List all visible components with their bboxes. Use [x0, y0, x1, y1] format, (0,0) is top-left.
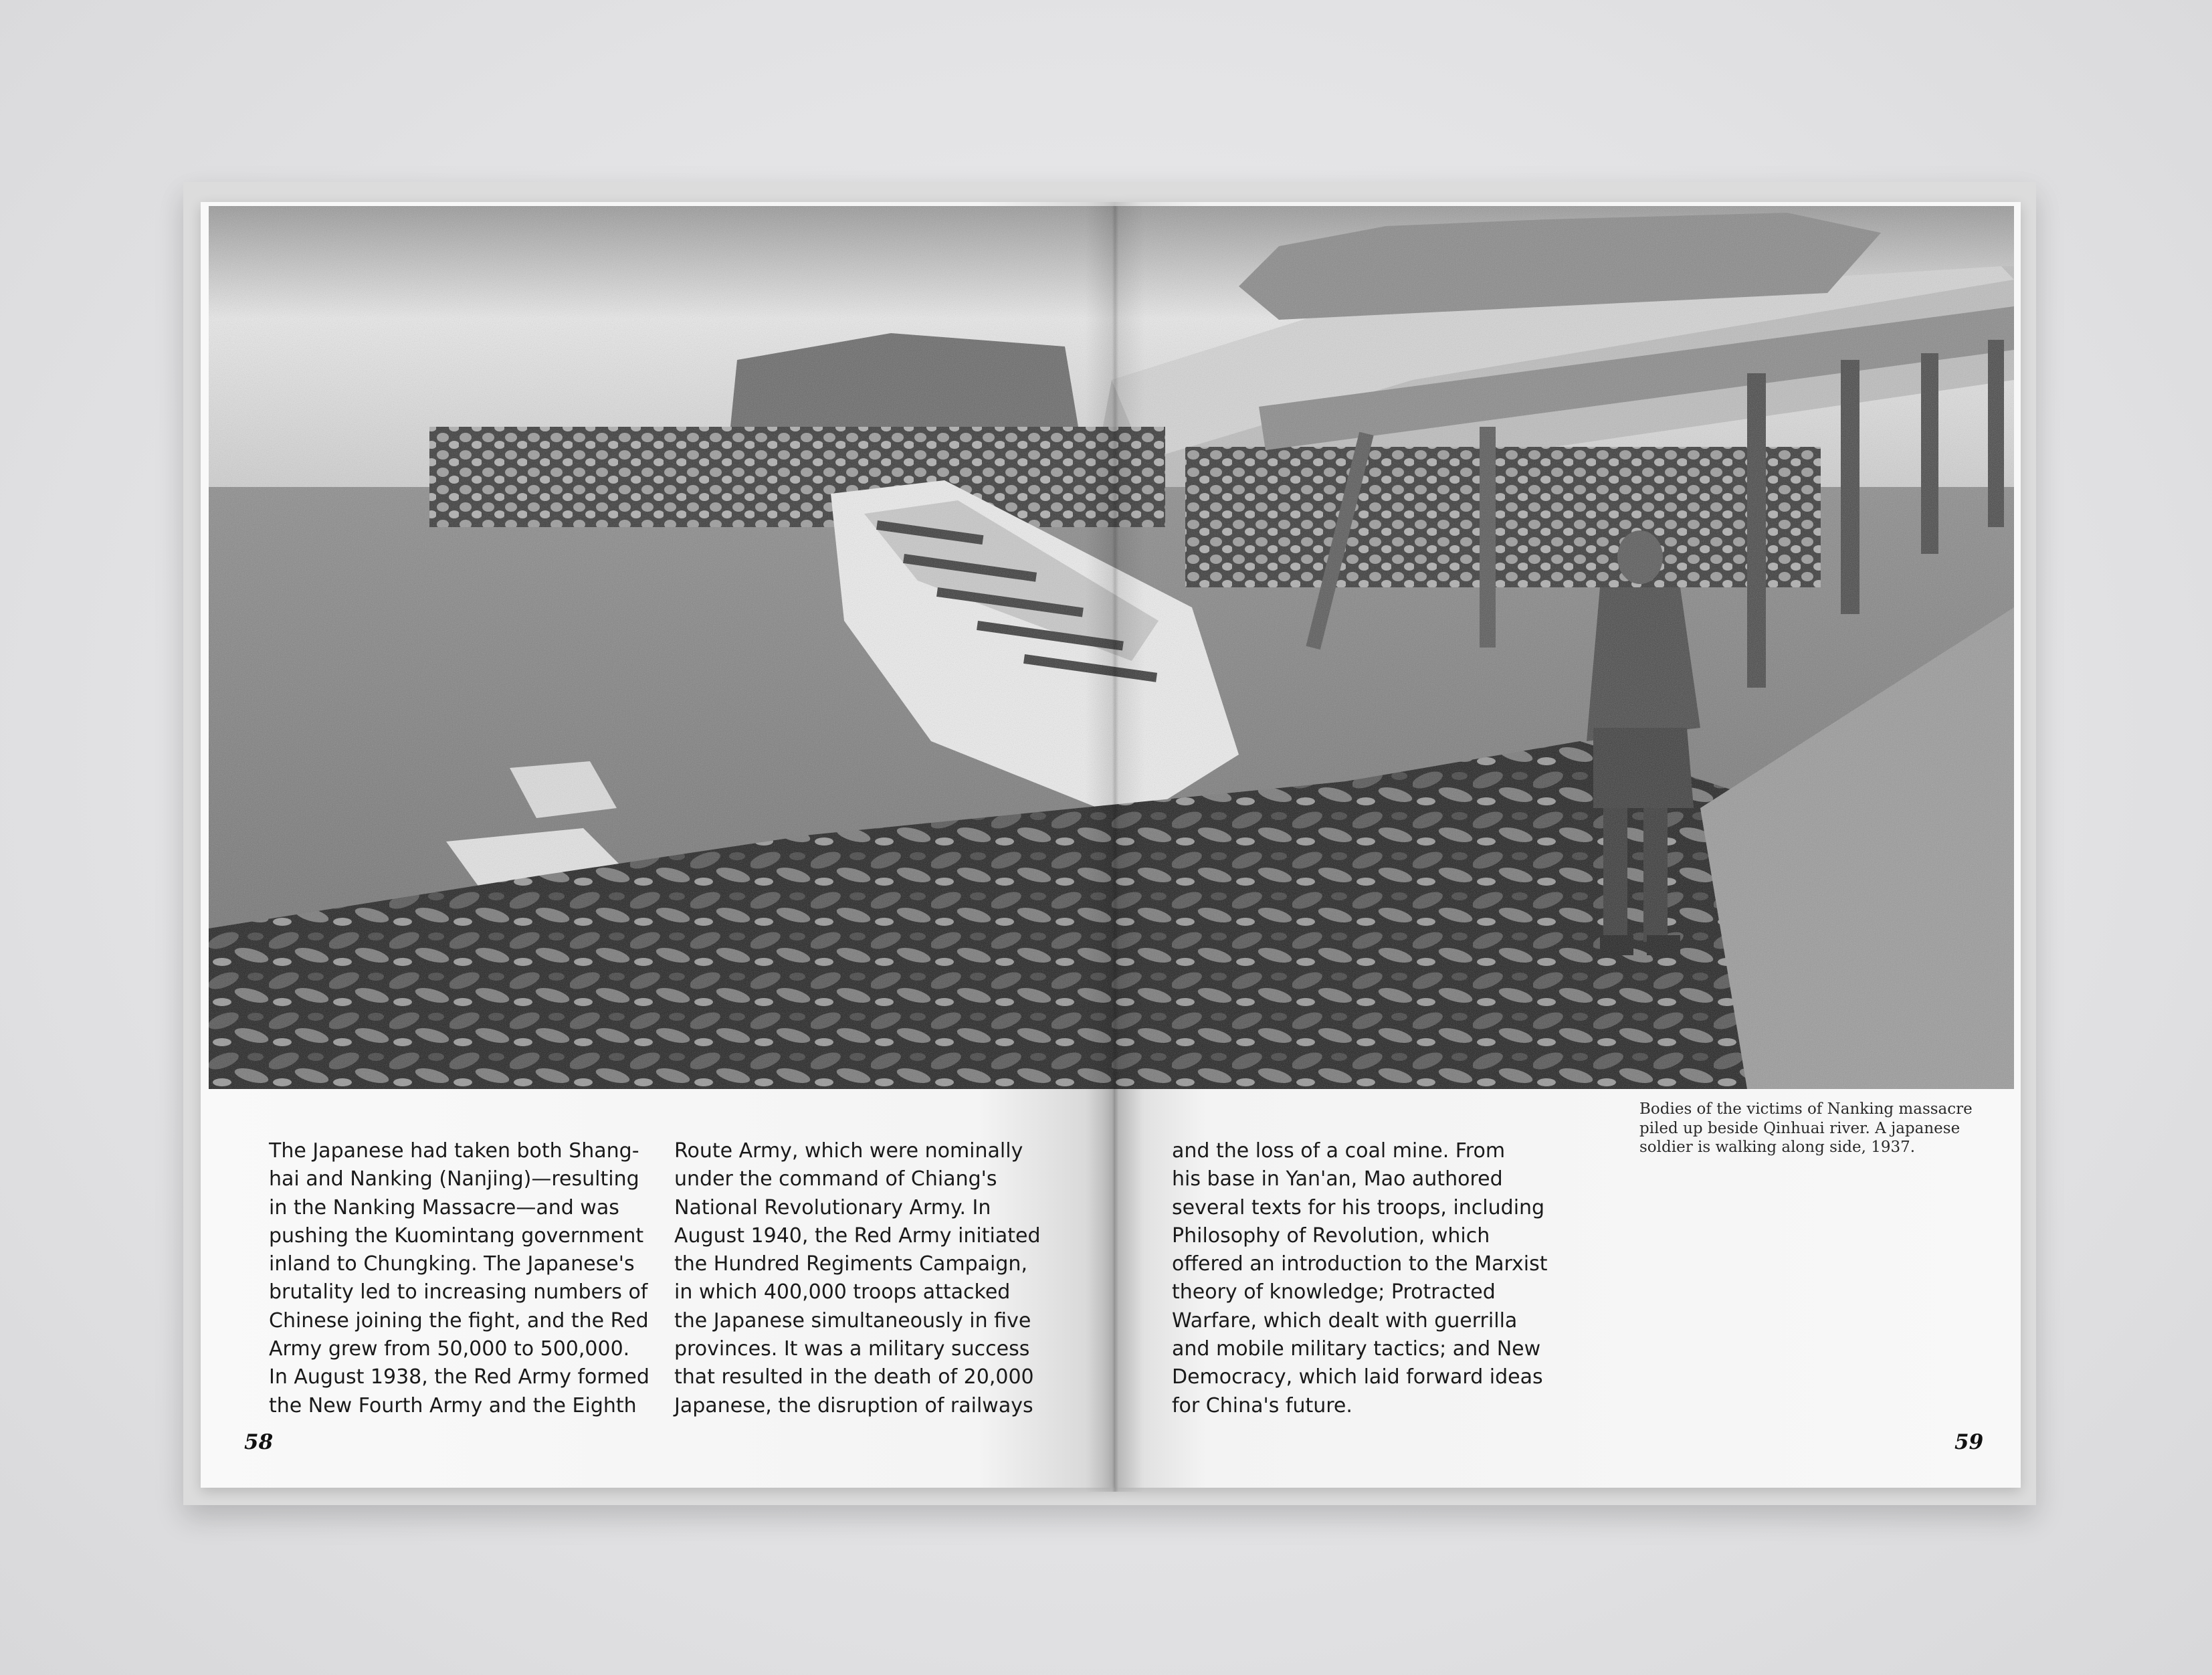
photo-caption: Bodies of the victims of Nanking massacre piled up beside Qinhuai river. A japanese soldier is walking along side, 1937.	[1639, 1100, 1973, 1156]
left-page-column-2: Route Army, which were nominally under the command of Chiang's National Revolutionary Army. In August 1940, the Red Army initiated the Hundred Regiments Campaign, in which 400,000 troops attacked the Japanese simultaneously in five provinces. It was a military success that resulted in the death of 20,000 Japanese, the disruption of railways	[674, 1139, 1041, 1417]
right-page-column: and the loss of a coal mine. From his base in Yan'an, Mao authored several texts for his troops, including Philosophy of Revolution, which offered an introduction to the Marxist theory of knowledge; Protracted Warfare, which dealt with guerrilla and mobile military tactics; and New Democracy, which laid forward ideas for China's future.	[1172, 1139, 1548, 1417]
spread-photograph	[209, 206, 2014, 1089]
page-number-right: 59	[1954, 1430, 1984, 1454]
page-number-left: 58	[244, 1430, 274, 1454]
left-page-column-1: The Japanese had taken both Shang- hai and Nanking (Nanjing)—resulting in the Nanking Massacre—and was pushing the Kuomintang government inland to Chungking. The Japanese's brutality led to increasing numbers of Chinese joining the fight, and the Red Army grew from 50,000 to 500,000. In August 1938, the Red Army formed the New Fourth Army and the Eighth	[269, 1139, 649, 1417]
